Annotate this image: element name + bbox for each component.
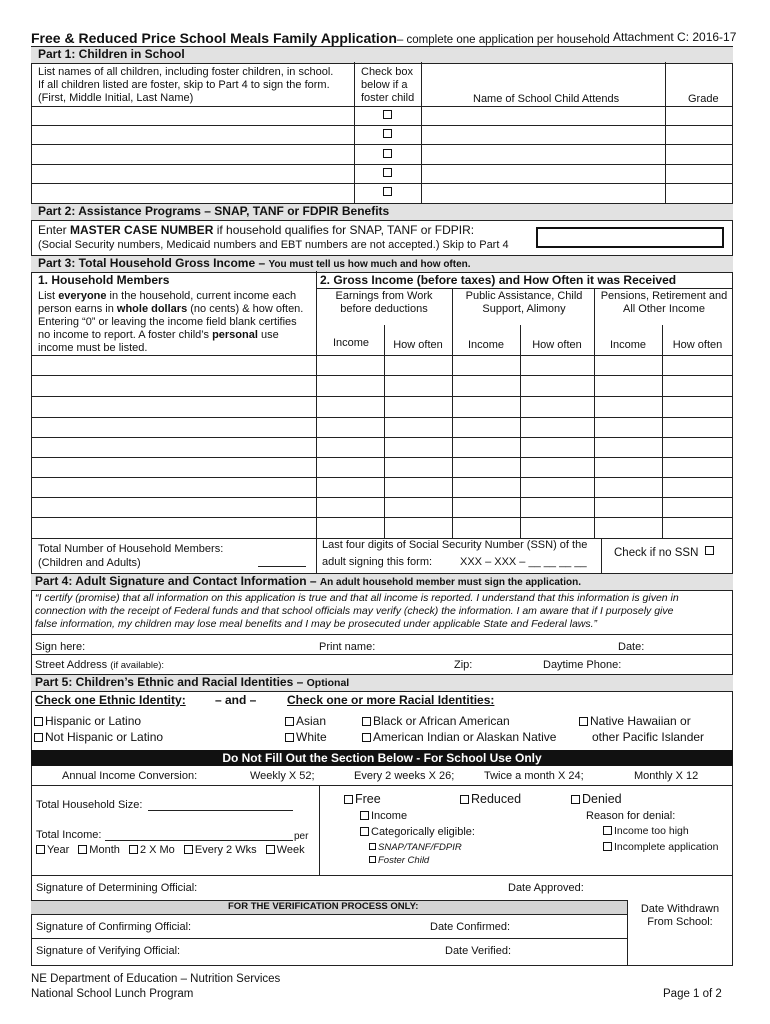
black-checkbox[interactable] xyxy=(362,717,371,726)
office-use-banner-text: Do Not Fill Out the Section Below - For School Use Only xyxy=(222,751,542,765)
ssn-label-1: Last four digits of Social Security Number (SSN) of the xyxy=(322,539,588,551)
zip-label: Zip: xyxy=(454,659,473,671)
pension-header-1: Pensions, Retirement and xyxy=(600,290,728,302)
income-too-high-option[interactable]: Income too high xyxy=(603,825,689,838)
sign-here-label: Sign here: xyxy=(35,641,86,653)
part3-heading: Part 3: Total Household Gross Income – You must tell us how much and how often. xyxy=(38,256,471,270)
total-income-field[interactable] xyxy=(105,840,293,841)
incomplete-checkbox[interactable] xyxy=(603,842,612,851)
racial-identity-label: Check one or more Racial Identities: xyxy=(287,693,495,707)
reason-denial-label: Reason for denial: xyxy=(586,810,676,822)
hh-instr-1: List everyone in the household, current income each xyxy=(38,290,297,302)
incomplete-option[interactable]: Incomplete application xyxy=(603,841,718,854)
foster-checkbox-5[interactable] xyxy=(383,187,392,196)
every2-checkbox[interactable] xyxy=(184,845,193,854)
part5-heading: Part 5: Children’s Ethnic and Racial Identities – Optional xyxy=(35,675,350,689)
income-option[interactable]: Income xyxy=(360,810,407,823)
footer-department: NE Department of Education – Nutrition Services xyxy=(31,973,281,985)
snap-option[interactable]: SNAP/TANF/FDPIR xyxy=(369,841,462,854)
foster-checkbox-4[interactable] xyxy=(383,168,392,177)
part4-heading: Part 4: Adult Signature and Contact Information – An adult household member must sign the application. xyxy=(35,574,582,588)
income-checkbox[interactable] xyxy=(360,811,369,820)
part1-names-instr-2: If all children listed are foster, skip to Part 4 to sign the form. xyxy=(38,79,330,91)
form-title: Free & Reduced Price School Meals Family Application xyxy=(31,30,397,46)
confirming-official-label: Signature of Confirming Official: xyxy=(36,921,192,933)
denied-checkbox[interactable] xyxy=(571,795,580,804)
white-checkbox[interactable] xyxy=(285,733,294,742)
certification-line-1: “I certify (promise) that all information on this application is true and that all income is reported. I understand that this information is given in xyxy=(35,592,679,604)
asian-option[interactable]: Asian xyxy=(285,715,326,728)
week-checkbox[interactable] xyxy=(266,845,275,854)
part2-line1: Enter MASTER CASE NUMBER if household qualifies for SNAP, TANF or FDPIR: xyxy=(38,223,475,237)
income-col-2: Income xyxy=(467,339,505,351)
conversion-label: Annual Income Conversion: xyxy=(62,770,198,782)
master-case-number-field[interactable] xyxy=(536,227,724,248)
how-often-col-1: How often xyxy=(393,339,443,351)
part1-names-instr-1: List names of all children, including foster children, in school. xyxy=(38,66,334,78)
how-often-col-3: How often xyxy=(672,339,723,351)
date-withdrawn-label-1: Date Withdrawn xyxy=(640,903,720,915)
hispanic-checkbox[interactable] xyxy=(34,717,43,726)
month-checkbox[interactable] xyxy=(78,845,87,854)
not-hispanic-option[interactable]: Not Hispanic or Latino xyxy=(34,731,163,744)
verifying-official-label: Signature of Verifying Official: xyxy=(36,945,181,957)
foster-checkbox-3[interactable] xyxy=(383,149,392,158)
pension-header-2: All Other Income xyxy=(623,303,705,315)
american-indian-checkbox[interactable] xyxy=(362,733,371,742)
foster-option[interactable]: Foster Child xyxy=(369,854,429,867)
reduced-option[interactable]: Reduced xyxy=(460,793,521,806)
frequency-options: Year Month 2 X Mo Every 2 Wks Week xyxy=(36,844,305,857)
public-assist-header-2: Support, Alimony xyxy=(482,303,566,315)
no-ssn-checkbox[interactable] xyxy=(705,546,714,555)
part1-names-instr-3: (First, Middle Initial, Last Name) xyxy=(38,92,194,104)
black-option[interactable]: Black or African American xyxy=(362,715,510,728)
snap-checkbox[interactable] xyxy=(369,843,376,850)
how-often-col-2: How often xyxy=(532,339,582,351)
no-ssn-option[interactable]: Check if no SSN xyxy=(614,547,699,559)
determining-official-label: Signature of Determining Official: xyxy=(36,882,198,894)
not-hispanic-checkbox[interactable] xyxy=(34,733,43,742)
hispanic-option[interactable]: Hispanic or Latino xyxy=(34,715,141,728)
part2-heading: Part 2: Assistance Programs – SNAP, TANF or FDPIR Benefits xyxy=(38,204,390,218)
part1-heading: Part 1: Children in School xyxy=(38,47,185,61)
date-withdrawn-label-2: From School: xyxy=(647,916,713,928)
foster-checkbox-2[interactable] xyxy=(383,129,392,138)
foster-child-checkbox[interactable] xyxy=(369,856,376,863)
date-confirmed-label: Date Confirmed: xyxy=(430,921,511,933)
total-members-field[interactable] xyxy=(258,566,306,567)
hh-instr-5: income must be listed. xyxy=(38,342,148,354)
denied-option[interactable]: Denied xyxy=(571,793,622,806)
verification-banner-text: FOR THE VERIFICATION PROCESS ONLY: xyxy=(228,901,419,912)
income-col-3: Income xyxy=(609,339,647,351)
part1-foster-header-2: below if a xyxy=(361,79,408,91)
part1-foster-header-1: Check box xyxy=(361,66,413,78)
categorical-option[interactable]: Categorically eligible: xyxy=(360,826,475,839)
asian-checkbox[interactable] xyxy=(285,717,294,726)
income-col-1: Income xyxy=(332,337,370,349)
twox-checkbox[interactable] xyxy=(129,845,138,854)
date-approved-label: Date Approved: xyxy=(508,882,584,894)
total-members-label-2: (Children and Adults) xyxy=(38,557,141,569)
hh-instr-3: Entering “0” or leaving the income field blank certifies xyxy=(38,316,297,328)
footer-program: National School Lunch Program xyxy=(31,988,194,1000)
household-size-field[interactable] xyxy=(148,810,293,811)
monthly-conv: Monthly X 12 xyxy=(634,770,699,782)
ethnic-identity-label: Check one Ethnic Identity: xyxy=(35,693,186,707)
form-subtitle: – complete one application per household xyxy=(396,34,610,46)
reduced-checkbox[interactable] xyxy=(460,795,469,804)
signature-line[interactable] xyxy=(31,654,733,655)
earnings-header-1: Earnings from Work xyxy=(335,290,433,302)
print-name-label: Print name: xyxy=(319,641,376,653)
public-assist-header-1: Public Assistance, Child xyxy=(465,290,583,302)
and-label: – and – xyxy=(215,693,257,707)
date-label: Date: xyxy=(618,641,645,653)
hh-instr-2: person earns in whole dollars (no cents) & how often. xyxy=(38,303,304,315)
hawaiian-label-2: other Pacific Islander xyxy=(592,730,705,744)
weekly-conv: Weekly X 52; xyxy=(250,770,315,782)
gross-income-title: 2. Gross Income (before taxes) and How Often it was Received xyxy=(320,273,677,287)
categorical-checkbox[interactable] xyxy=(360,827,369,836)
earnings-header-2: before deductions xyxy=(340,303,428,315)
street-address-label: Street Address (if available): xyxy=(35,659,165,671)
hh-instr-4: no income to report. A foster child’s personal use xyxy=(38,329,279,341)
year-checkbox[interactable] xyxy=(36,845,45,854)
total-members-label-1: Total Number of Household Members: xyxy=(38,543,224,555)
american-indian-option[interactable]: American Indian or Alaskan Native xyxy=(362,731,556,744)
part2-line2: (Social Security numbers, Medicaid numbers and EBT numbers are not accepted.) Skip to Part 4 xyxy=(38,239,509,251)
free-option[interactable]: Free xyxy=(344,793,381,806)
part1-grade-header: Grade xyxy=(688,93,719,105)
part1-school-header: Name of School Child Attends xyxy=(473,93,620,105)
ssn-label-2: adult signing this form: xyxy=(322,556,433,568)
household-members-title: 1. Household Members xyxy=(38,273,170,287)
hawaiian-checkbox[interactable] xyxy=(579,717,588,726)
part1-foster-header-3: foster child xyxy=(361,92,415,104)
attachment-label: Attachment C: 2016-17 xyxy=(613,30,737,44)
certification-line-3: false information, my children may lose meal benefits and I may be prosecuted under applicable State and Federal laws.” xyxy=(35,618,598,630)
income-too-high-checkbox[interactable] xyxy=(603,826,612,835)
ssn-field[interactable]: XXX – XXX – __ __ __ __ xyxy=(460,556,587,568)
white-option[interactable]: White xyxy=(285,731,327,744)
free-checkbox[interactable] xyxy=(344,795,353,804)
date-verified-label: Date Verified: xyxy=(445,945,512,957)
footer-page-number: Page 1 of 2 xyxy=(663,988,722,1000)
foster-checkbox-1[interactable] xyxy=(383,110,392,119)
daytime-phone-label: Daytime Phone: xyxy=(543,659,622,671)
household-size-row: Total Household Size: xyxy=(36,799,143,811)
certification-line-2: connection with the receipt of Federal funds and that school officials may verify (check) the information. I am aware that if I purposely give xyxy=(35,605,674,617)
per-label: per xyxy=(294,831,309,842)
twice-monthly-conv: Twice a month X 24; xyxy=(484,770,584,782)
hawaiian-option[interactable]: Native Hawaiian or xyxy=(579,715,691,728)
biweekly-conv: Every 2 weeks X 26; xyxy=(354,770,455,782)
total-income-row: Total Income: xyxy=(36,829,102,841)
